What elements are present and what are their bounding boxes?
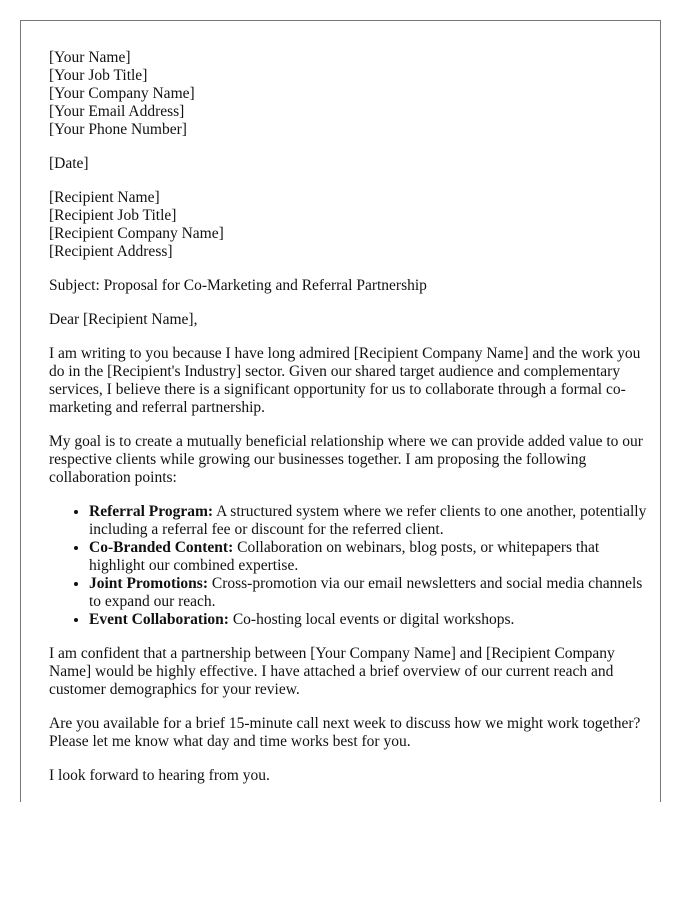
list-item-title: Joint Promotions:: [89, 575, 208, 592]
subject-line: Subject: Proposal for Co-Marketing and Referral Partnership: [49, 277, 427, 294]
list-item: [89, 575, 649, 611]
letter-content: [49, 49, 649, 801]
list-item-text: Cross-promotion via our email newsletters and social media channels to expand our reach.: [89, 575, 643, 610]
list-item: [89, 539, 649, 575]
recipient-company: [Recipient Company Name]: [49, 225, 224, 242]
recipient-name: [Recipient Name]: [49, 189, 160, 206]
letter-page: [20, 20, 661, 802]
recipient-address: [Recipient Address]: [49, 243, 173, 260]
sender-email: [Your Email Address]: [49, 103, 185, 120]
recipient-job-title: [Recipient Job Title]: [49, 207, 177, 224]
salutation: Dear [Recipient Name],: [49, 311, 198, 328]
list-item-text: A structured system where we refer clients to one another, potentially including a referral fee or discount for the referred client.: [89, 503, 647, 538]
list-item-text: Co-hosting local events or digital workshops.: [228, 611, 515, 628]
closing-paragraph: I look forward to hearing from you.: [49, 767, 270, 784]
date-block: [49, 155, 649, 173]
sender-name: [Your Name]: [49, 49, 131, 66]
goal-paragraph: My goal is to create a mutually beneficial relationship where we can provide added value to our respective clients while growing our businesses together. I am proposing the following collaboration points:: [49, 433, 643, 486]
sender-phone: [Your Phone Number]: [49, 121, 187, 138]
sender-job-title: [Your Job Title]: [49, 67, 148, 84]
sender-company: [Your Company Name]: [49, 85, 195, 102]
list-item-title: Event Collaboration:: [89, 611, 229, 628]
sender-block: [49, 49, 649, 139]
list-item: [89, 503, 649, 539]
collaboration-list: [49, 503, 649, 629]
list-item: [89, 611, 649, 629]
recipient-block: [49, 189, 649, 261]
list-item-title: Referral Program:: [89, 503, 214, 520]
intro-paragraph: I am writing to you because I have long admired [Recipient Company Name] and the work you do in the [Recipient's Industry] sector. Given our shared target audience and complementary services, I believe there is a significant opportunity for us to collaborate through a formal co-marketing and referral partnership.: [49, 345, 641, 416]
letter-date: [Date]: [49, 155, 89, 172]
list-item-title: Co-Branded Content:: [89, 539, 234, 556]
call-paragraph: Are you available for a brief 15-minute call next week to discuss how we might work together? Please let me know what day and time works best for you.: [49, 715, 641, 750]
list-item-text: Collaboration on webinars, blog posts, or whitepapers that highlight our combined expertise.: [89, 539, 600, 574]
confidence-paragraph: I am confident that a partnership between [Your Company Name] and [Recipient Company Name] would be highly effective. I have attached a brief overview of our current reach and customer demographics for your review.: [49, 645, 615, 698]
